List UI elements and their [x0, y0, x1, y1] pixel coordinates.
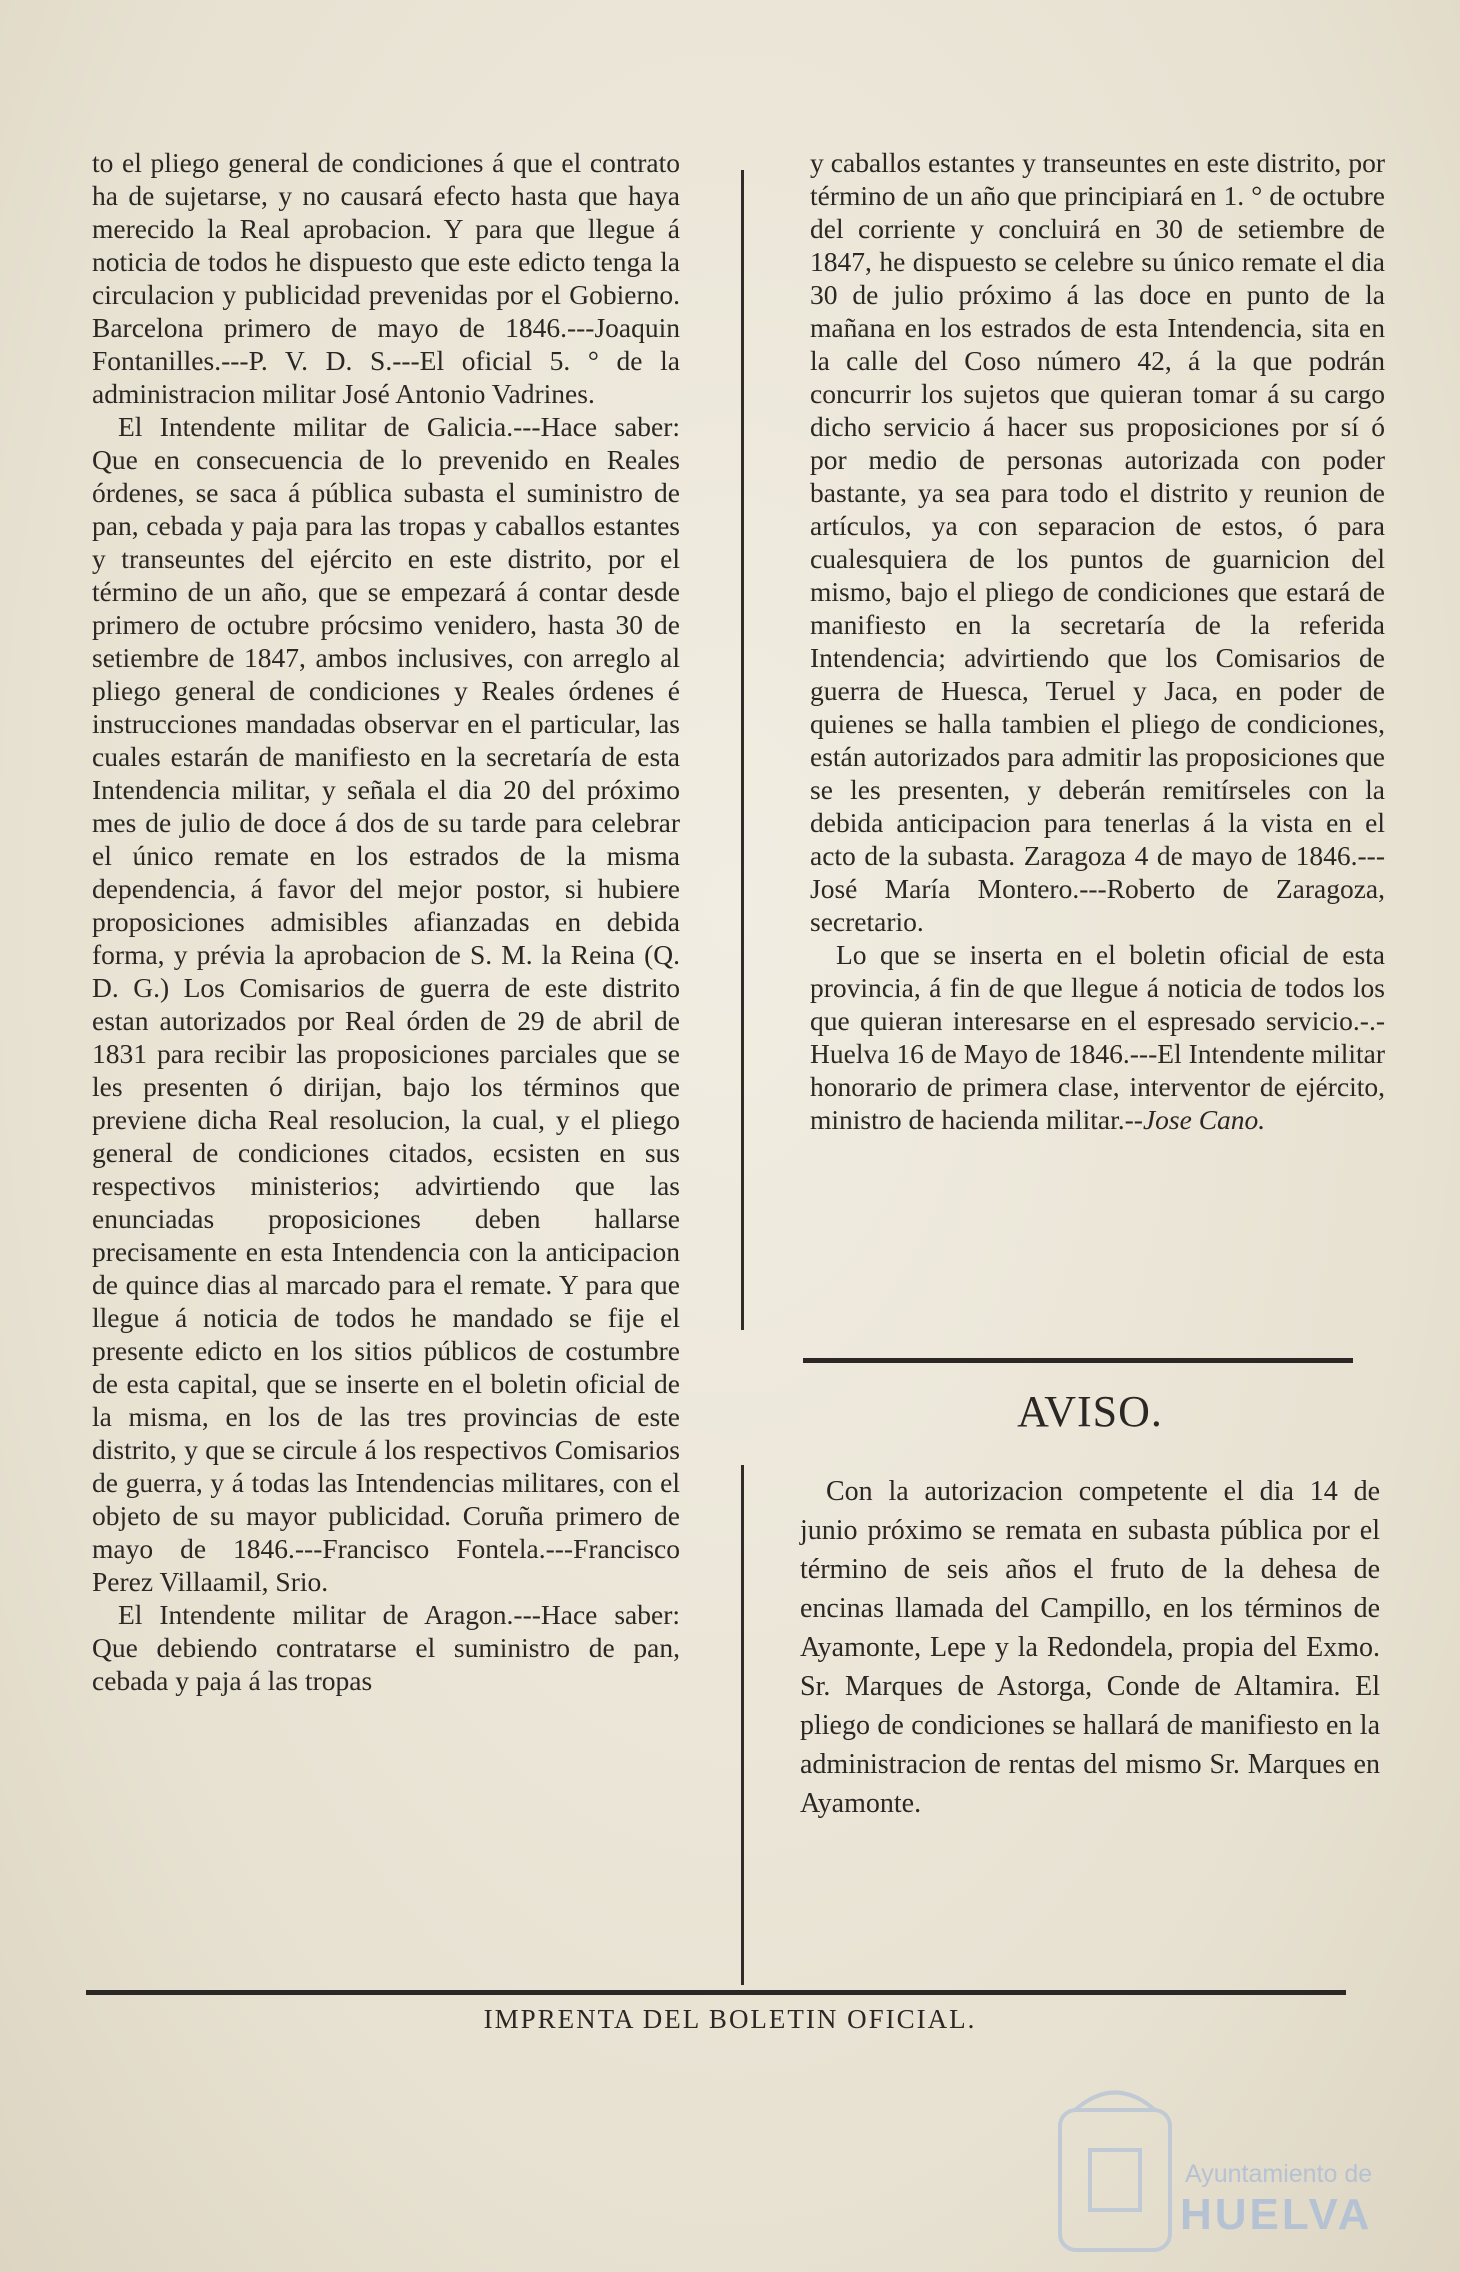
right-column: [810, 146, 1385, 1136]
left-column: [92, 146, 680, 1697]
left-paragraph-aragon: El Intendente militar de Aragon.---Hace saber: Que debiendo contratarse el suministro de pan, cebada y paja á las tropas: [92, 1599, 680, 1696]
bleed-through-decoration: [1290, 1320, 1296, 1347]
watermark-line-1: Ayuntamiento de: [1185, 2160, 1373, 2188]
column-divider-lower: [741, 1465, 744, 1985]
signature-jose-cano: Jose Cano.: [1142, 1104, 1266, 1135]
left-paragraph-galicia: El Intendente militar de Galicia.---Hace saber: Que en consecuencia de lo prevenido en Reales órdenes, se saca á pública subasta el suministro de pan, cebada y paja para las tropas y caballos estantes y transeuntes del ejército en este distrito, por el término de un año, que se empezará á contar desde primero de octubre prócsimo venidero, hasta 30 de setiembre de 1847, ambos inclusives, con arreglo al pliego general de condiciones y Reales órdenes é instrucciones mandadas observar en el particular, las cuales estarán de manifiesto en la secretaría de esta Intendencia militar, y señala el dia 20 del próximo mes de julio de doce á dos de su tarde para celebrar el único remate en los estrados de la misma dependencia, á favor del mejor postor, si hubiere proposiciones admisibles afianzadas en debida forma, y prévia la aprobacion de S. M. la Reina (Q. D. G.) Los Comisarios de guerra de este distrito estan autorizados por Real órden de 29 de abril de 1831 para recibir las proposiciones parciales que se les presenten ó dirijan, bajo los términos que previene dicha Real resolucion, la cual, y el pliego general de condiciones citados, ecsisten en sus respectivos ministerios; advirtiendo que las enunciadas proposiciones deben hallarse precisamente en esta Intendencia con la anticipacion de quince dias al marcado para el remate. Y para que llegue á noticia de todos he mandado se fije el presente edicto en los sitios públicos de costumbre de esta capital, que se inserte en el boletin oficial de la misma, en los de las tres provincias de este distrito, y que se circule á los respectivos Comisarios de guerra, y á todas las Intendencias militares, con el objeto de su mayor publicidad. Coruña primero de mayo de 1846.---Francisco Fontela.---Francisco Perez Villaamil, Srio.: [92, 411, 680, 1597]
column-divider-upper: [741, 170, 744, 1330]
imprenta-footer: IMPRENTA DEL BOLETIN OFICIAL.: [483, 2004, 977, 2034]
right-paragraph-2: [810, 938, 1385, 1136]
right-paragraph-2-text: Lo que se inserta en el boletin oficial de esta provincia, á fin de que llegue á noticia de todos los que quieran interesarse en el espresado servicio.-.-Huelva 16 de Mayo de 1846.---El Intendente militar honorario de primera clase, interventor de ejército, ministro de hacienda militar.--: [810, 939, 1385, 1135]
right-paragraph-1: y caballos estantes y transeuntes en este distrito, por término de un año que principiará en 1. ° de octubre del corriente y concluirá en 30 de setiembre de 1847, he dispuesto se celebre su único remate el dia 30 de julio próximo á las doce en punto de la mañana en los estrados de esta Intendencia, sita en la calle del Coso número 42, á la que podrán concurrir los sujetos que quieran tomar á su cargo dicho servicio á hacer sus proposiciones por sí ó por medio de personas autorizada con poder bastante, ya sea para todo el distrito y reunion de artículos, ya con separacion de estos, ó para cualesquiera de los puntos de guarnicion del mismo, bajo el pliego de condiciones que estará de manifiesto en la secretaría de la referida Intendencia; advirtiendo que los Comisarios de guerra de Huesca, Teruel y Jaca, en poder de quienes se halla tambien el pliego de condiciones, están autorizados para admitir las proposiciones que se les presenten, y deberán remitírseles con la debida anticipacion para tenerlas á la vista en el acto de la subasta. Zaragoza 4 de mayo de 1846.---José María Montero.---Roberto de Zaragoza, secretario.: [810, 147, 1385, 937]
aviso-body: Con la autorizacion competente el dia 14 de junio próximo se remata en subasta pública por el término de seis años el fruto de la dehesa de encinas llamada del Campillo, en los términos de Ayamonte, Lepe y la Redondela, propia del Exmo. Sr. Marques de Astorga, Conde de Altamira. El pliego de condiciones se hallará de manifiesto en la administracion de rentas del mismo Sr. Marques en Ayamonte.: [800, 1476, 1380, 1819]
aviso-heading: AVISO.: [1017, 1387, 1163, 1436]
footer-rule: [86, 1990, 1346, 1995]
aviso-notice: [800, 1472, 1380, 1823]
section-divider: [803, 1358, 1353, 1363]
watermark-line-2: HUELVA: [1180, 2190, 1373, 2239]
left-paragraph-1: to el pliego general de condiciones á que el contrato ha de sujetarse, y no causará efecto hasta que haya merecido la Real aprobacion. Y para que llegue á noticia de todos he dispuesto que este edicto tenga la circulacion y publicidad prevenidas por el Gobierno. Barcelona primero de mayo de 1846.---Joaquin Fontanilles.---P. V. D. S.---El oficial 5. ° de la administracion militar José Antonio Vadrines.: [92, 147, 680, 409]
